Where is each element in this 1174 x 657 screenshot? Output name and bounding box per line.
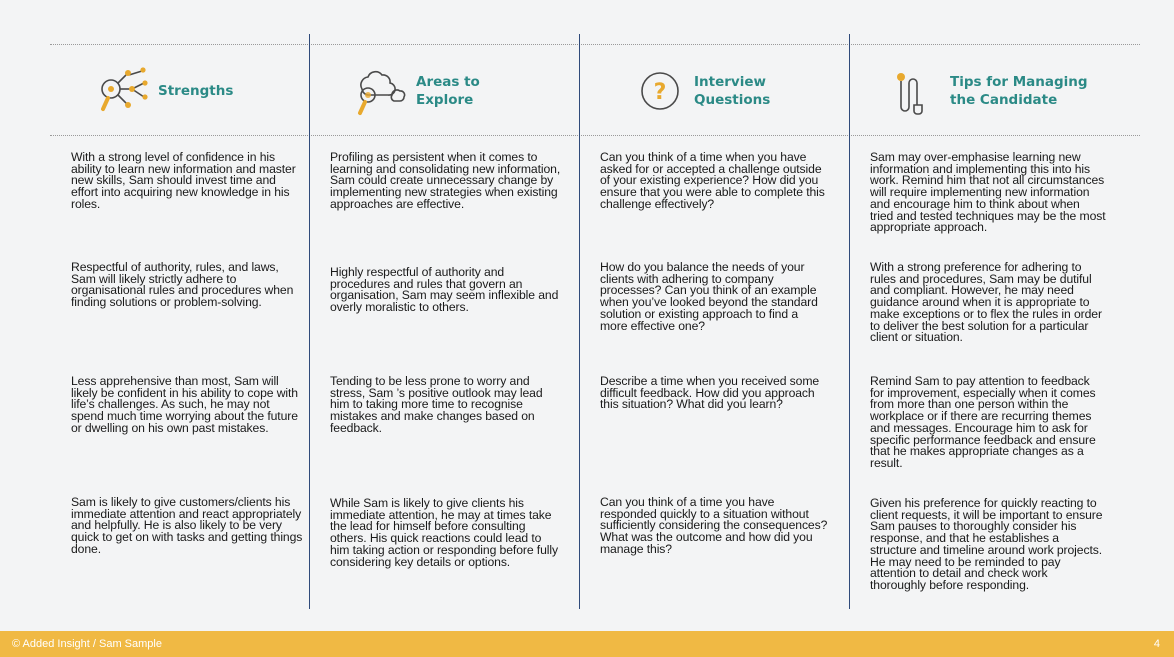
areas-title [416,73,480,109]
header-dotted-divider [50,135,1140,136]
strengths-title-line1: Strengths [158,83,234,99]
areas-item-4: While Sam is likely to give clients his immediate attention, he may at times take the lead for himself before consulting others. His quick reactions could lead to him taking action or responding before fully considering key details or options. [330,496,558,569]
strengths-item-2: Respectful of authority, rules, and laws, Sam will likely strictly adhere to organisational rules and procedures when finding solutions or problem-solving. [71,260,294,310]
areas-item-2: Highly respectful of authority and procedures and rules that govern an organisation, Sam may seem inflexible and overly moralistic to others. [330,265,559,315]
interview-item-1: Can you think of a time when you have asked for or accepted a challenge outside of your existing experience? How did you ensure that you were able to complete this challenge effectively? [600,150,825,211]
areas-header [354,56,480,126]
strengths-title [158,82,233,100]
tips-title [950,73,1088,109]
interview-item-2: How do you balance the needs of your clients with adhering to company processes? Can you think of an example when you’ve looked beyond the standard solution or existing approach to find a more effective one? [600,260,818,333]
areas-title-line2: Explore [416,92,474,108]
svg-text:?: ? [653,80,667,105]
interview-item-3: Describe a time when you received some difficult feedback. How did you approach this situation? What did you learn? [600,374,820,412]
top-dotted-divider [50,44,1140,45]
column-divider-1 [309,34,310,609]
tips-item-4: Given his preference for quickly reacting to client requests, it will be important to ensure Sam pauses to thoroughly consider his response, and that he establishes a structure and timeline around work projects. He may need to be reminded to pay attention to detail and check work thoroughly before responding. [870,496,1103,592]
tips-item-3: Remind Sam to pay attention to feedback for improvement, especially when it comes from more than one person within the workplace or if there are recurring themes and messages. Encourage him to ask for specific performance feedback and ensure that he makes appropriate changes as a result. [870,374,1096,470]
areas-item-1: Profiling as persistent when it comes to learning and consolidating new information, Sam could create unnecessary change by implementing new strategies when existing approaches are effective. [330,150,561,211]
interview-title-line1: Interview [694,74,766,90]
path-pin-icon [888,63,944,119]
strengths-item-1: With a strong level of confidence in his ability to learn new information and master new skills, Sam should invest time and effort into acquiring new knowledge in his roles. [71,150,296,211]
strengths-header [96,56,233,126]
tips-item-1: Sam may over-emphasise learning new information and implementing this into his work. Remind him that not all circumstances will require implementing new information and encourage him to think about when tried and tested techniques may be the most appropriate approach. [870,150,1106,235]
interview-header [632,56,770,126]
strengths-item-4: Sam is likely to give customers/clients his immediate attention and react appropriately and helpfully. He is also likely to be very quick to get on with tasks and getting things done. [71,495,303,556]
areas-item-3: Tending to be less prone to worry and stress, Sam ’s positive outlook may lead him to taking more time to recognise mistakes and make changes based on feedback. [330,374,543,435]
network-magnifier-icon [96,63,152,119]
tips-header [888,56,1088,126]
footer-bar [0,631,1174,657]
interview-title [694,73,770,109]
interview-title-line2: Questions [694,92,771,108]
column-divider-3 [849,34,850,609]
tips-title-line2: the Candidate [950,92,1058,108]
question-circle-icon [632,63,688,119]
column-divider-2 [579,34,580,609]
interview-item-4: Can you think of a time you have responded quickly to a situation without sufficiently considering the consequences? What was the outcome and how did you manage this? [600,495,828,556]
page-number: 4 [1153,638,1160,650]
tips-title-line1: Tips for Managing [950,74,1088,90]
strengths-item-3: Less apprehensive than most, Sam will likely be confident in his ability to cope with life’s challenges. As such, he may not spend much time worrying about the future or dwelling on his own past mistakes. [71,374,298,435]
cloud-magnifier-icon [354,63,410,119]
tips-item-2: With a strong preference for adhering to rules and procedures, Sam may be dutiful and compliant. However, he may need guidance around when it is appropriate to make exceptions or to flex the rules in order to deliver the best solution for a particular client or situation. [870,260,1102,345]
footer-copyright: © Added Insight / Sam Sample [12,638,162,650]
areas-title-line1: Areas to [416,74,480,90]
